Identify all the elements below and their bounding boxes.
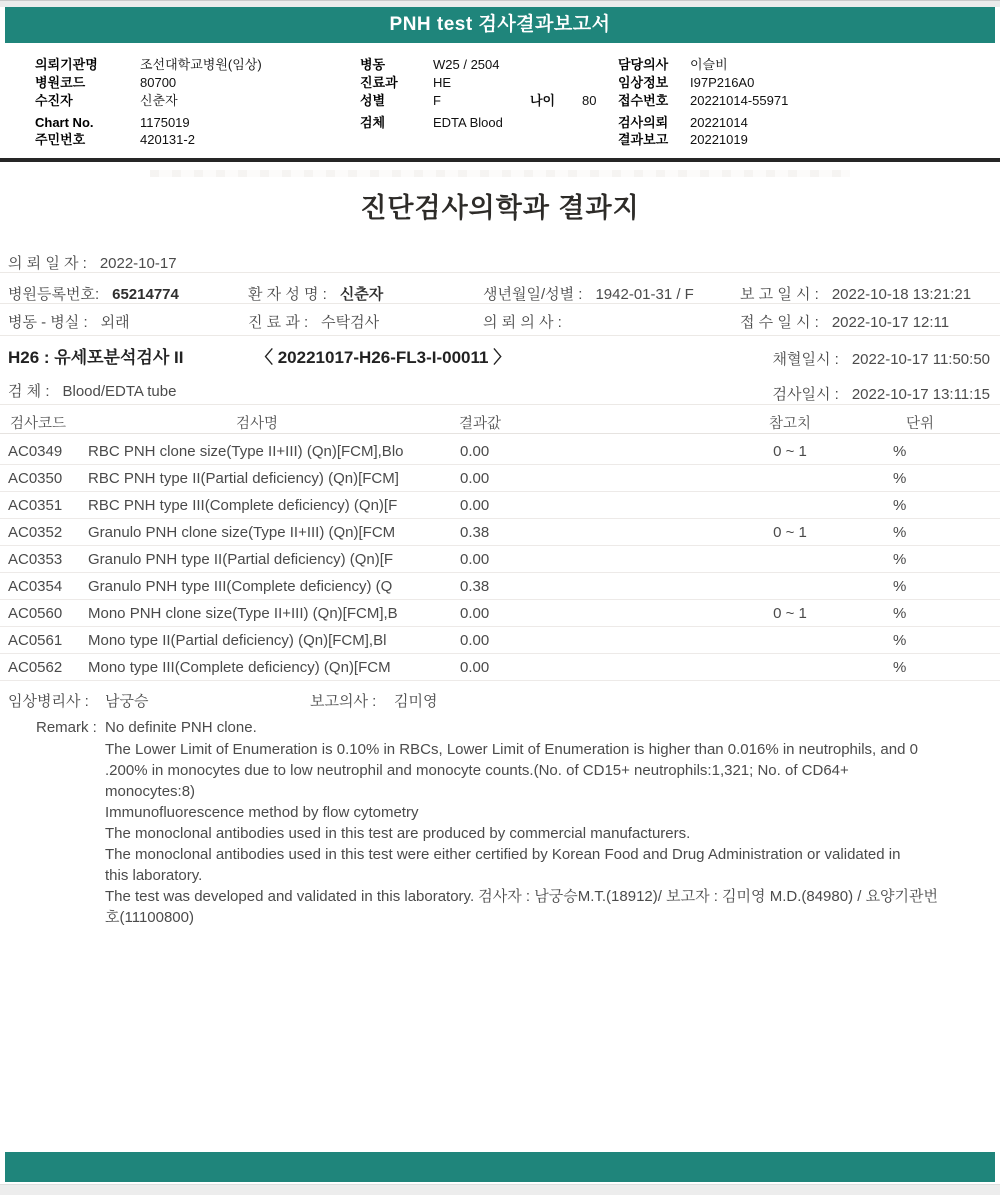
- collection-time-row: [773, 348, 990, 369]
- footer-bar: [5, 1152, 995, 1182]
- birth-sex-row: [483, 283, 694, 304]
- test-code: AC0350: [8, 470, 63, 487]
- test-time-row: [773, 383, 990, 404]
- document-title: 진단검사의학과 결과지: [360, 193, 640, 223]
- field-label: 채혈일시 :: [772, 351, 839, 368]
- unit: %: [893, 470, 907, 487]
- test-name: RBC PNH type II(Partial deficiency) (Qn)[FCM]: [88, 470, 399, 487]
- unit: %: [893, 524, 907, 541]
- col-header-result: 결과값: [459, 416, 502, 432]
- technologist-label: 임상병리사 :: [8, 693, 89, 710]
- unit: %: [893, 578, 907, 595]
- field-value: 20221014: [690, 115, 748, 130]
- field-hospital-code: [35, 75, 176, 91]
- field-label: 생년월일/성별 :: [483, 286, 583, 303]
- field-value: W25 / 2504: [433, 57, 500, 72]
- table-row: [0, 438, 1000, 465]
- section-divider-rule: [0, 158, 1000, 162]
- table-row: [0, 465, 1000, 492]
- field-value: 신춘자: [339, 286, 384, 303]
- remark-line: .200% in monocytes due to low neutrophil and monocyte counts.(No. of CD15+ neutrophils:1,321; No. of CD64+: [105, 762, 849, 779]
- divider: [0, 272, 1000, 273]
- field-label: 병동: [360, 57, 386, 72]
- window-bottom-strip: [0, 1184, 1000, 1195]
- request-date-row: [8, 252, 177, 273]
- field-result-date: [618, 132, 748, 148]
- field-value: 외래: [100, 314, 130, 331]
- field-value: 2022-10-17 12:11: [831, 314, 950, 331]
- divider: [0, 335, 1000, 336]
- result-value: 0.38: [460, 524, 490, 541]
- result-value: 0.38: [460, 578, 490, 595]
- table-row: [0, 492, 1000, 519]
- divider: [0, 404, 1000, 405]
- clinic-dept-row: [248, 311, 379, 332]
- field-accession-no: [618, 93, 788, 109]
- test-code: AC0349: [8, 443, 63, 460]
- table-row: [0, 519, 1000, 546]
- field-value: HE: [433, 75, 452, 90]
- report-time-row: [740, 283, 971, 304]
- test-code: AC0354: [8, 578, 63, 595]
- unit: %: [893, 443, 907, 460]
- field-label: 접 수 일 시 :: [740, 314, 819, 331]
- field-label: 담당의사: [618, 57, 669, 72]
- test-name: RBC PNH type III(Complete deficiency) (Qn)[F: [88, 497, 398, 514]
- field-value: 20221014-55971: [690, 93, 789, 108]
- table-row: [0, 573, 1000, 600]
- result-value: 0.00: [460, 632, 490, 649]
- unit: %: [893, 497, 907, 514]
- field-value: I97P216A0: [690, 75, 755, 90]
- result-value: 0.00: [460, 470, 490, 487]
- field-value: 65214774: [112, 286, 179, 303]
- field-label: 수진자: [35, 93, 73, 108]
- field-label: 병동 - 병실 :: [8, 314, 88, 331]
- field-value: 이슬비: [690, 57, 728, 72]
- field-label: 나이: [530, 93, 556, 108]
- field-label: 검체: [360, 115, 386, 130]
- remark-line: The monoclonal antibodies used in this test were either certified by Korean Food and Drug Administration or validated in: [105, 846, 901, 863]
- field-label: 병원코드: [35, 75, 86, 90]
- remark-line: The Lower Limit of Enumeration is 0.10% in RBCs, Lower Limit of Enumeration is higher than 0.016% in neutrophils, and 0: [105, 741, 918, 758]
- remark-label: Remark :: [36, 719, 97, 736]
- field-value: 2022-10-18 13:21:21: [831, 286, 972, 303]
- technologist-name: 남궁승: [105, 693, 149, 710]
- result-value: 0.00: [460, 659, 490, 676]
- result-value: 0.00: [460, 605, 490, 622]
- field-value: 80700: [140, 75, 177, 90]
- test-name: Granulo PNH clone size(Type II+III) (Qn)[FCM: [88, 524, 396, 541]
- requesting-doctor-row: [483, 311, 575, 332]
- field-resident-no: [35, 132, 195, 148]
- field-value: 수탁검사: [321, 314, 380, 331]
- field-label: 검사의뢰: [618, 115, 669, 130]
- window-top-strip: [0, 0, 1000, 7]
- table-row: [0, 546, 1000, 573]
- field-label: 의 뢰 의 사 :: [483, 314, 562, 331]
- field-label: 진 료 과 :: [248, 314, 309, 331]
- field-label: 주민번호: [35, 132, 86, 147]
- result-value: 0.00: [460, 497, 490, 514]
- unit: %: [893, 659, 907, 676]
- test-code: AC0353: [8, 551, 63, 568]
- test-code: AC0351: [8, 497, 63, 514]
- field-value: 1942-01-31 / F: [595, 286, 694, 303]
- specimen-row: [8, 380, 176, 401]
- reporting-doctor-label: 보고의사 :: [310, 693, 377, 710]
- test-accession-number: 〈 20221017-H26-FL3-I-00011 〉: [256, 348, 511, 367]
- reference-range: 0 ~ 1: [773, 524, 807, 541]
- field-patient-name: [35, 93, 178, 109]
- scan-artifact: [150, 170, 850, 177]
- field-value: EDTA Blood: [433, 115, 503, 130]
- field-department: [360, 75, 451, 91]
- test-code: AC0352: [8, 524, 63, 541]
- result-value: 0.00: [460, 443, 490, 460]
- field-referring-org: [35, 57, 262, 73]
- test-name: Granulo PNH type II(Partial deficiency) (Qn)[F: [88, 551, 394, 568]
- field-label: 검 체 :: [8, 383, 50, 400]
- field-value: 신춘자: [140, 93, 178, 108]
- field-label: 임상정보: [618, 75, 669, 90]
- table-row: [0, 600, 1000, 627]
- report-title-bar: [5, 7, 995, 43]
- field-label: 진료과: [360, 75, 398, 90]
- report-title-text: PNH test 검사결과보고서: [389, 14, 611, 35]
- test-code: AC0561: [8, 632, 63, 649]
- test-name: Granulo PNH type III(Complete deficiency) (Q: [88, 578, 393, 595]
- test-name: Mono PNH clone size(Type II+III) (Qn)[FCM],B: [88, 605, 398, 622]
- field-label: 보 고 일 시 :: [740, 286, 819, 303]
- field-clinical-info: [618, 75, 754, 91]
- field-label: 의 뢰 일 자 :: [8, 255, 87, 272]
- receipt-time-row: [740, 311, 949, 332]
- field-specimen: [360, 115, 503, 131]
- field-ward: [360, 57, 500, 73]
- remark-line: The test was developed and validated in this laboratory. 검사자 : 남궁승M.T.(18912)/ 보고자 : 김미영 M.D.(84980) / 요양기관번: [105, 888, 939, 905]
- unit: %: [893, 551, 907, 568]
- table-row: [0, 627, 1000, 654]
- field-label: 성별: [360, 93, 386, 108]
- patient-name-row: [248, 283, 383, 304]
- field-label: 환 자 성 명 :: [248, 286, 327, 303]
- field-label: 접수번호: [618, 93, 669, 108]
- hospital-reg-no: [8, 283, 179, 304]
- divider: [0, 303, 1000, 304]
- remark-line: monocytes:8): [105, 783, 196, 800]
- test-section-title: H26 : 유세포분석검사 II: [8, 348, 184, 367]
- remark-line: The monoclonal antibodies used in this test are produced by commercial manufacturers.: [105, 825, 691, 842]
- field-value: 조선대학교병원(임상): [140, 57, 262, 72]
- field-value: 2022-10-17 13:11:15: [851, 386, 990, 403]
- reporting-doctor-name: 김미영: [394, 693, 438, 710]
- test-name: Mono type II(Partial deficiency) (Qn)[FCM],Bl: [88, 632, 387, 649]
- col-header-unit: 단위: [906, 416, 935, 432]
- ward-room-row: [8, 311, 130, 332]
- remark-summary: No definite PNH clone.: [105, 719, 257, 736]
- remark-line: Immunofluorescence method by flow cytometry: [105, 804, 419, 821]
- test-code: AC0562: [8, 659, 63, 676]
- field-label: 병원등록번호:: [8, 286, 100, 303]
- field-chart-no: [35, 115, 190, 131]
- test-name: RBC PNH clone size(Type II+III) (Qn)[FCM],Blo: [88, 443, 404, 460]
- field-attending-doctor: [618, 57, 728, 73]
- field-value: 2022-10-17: [99, 255, 177, 272]
- field-value: 20221019: [690, 132, 748, 147]
- field-label: 검사일시 :: [772, 386, 839, 403]
- reference-range: 0 ~ 1: [773, 605, 807, 622]
- unit: %: [893, 632, 907, 649]
- remark-line: this laboratory.: [105, 867, 203, 884]
- field-label: 의뢰기관명: [35, 57, 98, 72]
- field-value: 80: [582, 93, 597, 108]
- field-sex-age: [360, 93, 596, 109]
- field-value: 1175019: [140, 115, 190, 130]
- field-request-date: [618, 115, 748, 131]
- remark-line: 호(11100800): [105, 909, 194, 926]
- col-header-test-code: 검사코드: [10, 416, 67, 432]
- remark-body: [105, 739, 987, 928]
- reference-range: 0 ~ 1: [773, 443, 807, 460]
- table-row: [0, 654, 1000, 681]
- field-label: 결과보고: [618, 132, 669, 147]
- test-code: AC0560: [8, 605, 63, 622]
- col-header-test-name: 검사명: [236, 416, 279, 432]
- divider: [0, 433, 1000, 434]
- field-value: 2022-10-17 11:50:50: [851, 351, 990, 368]
- unit: %: [893, 605, 907, 622]
- result-value: 0.00: [460, 551, 490, 568]
- field-label: Chart No.: [35, 115, 94, 130]
- test-name: Mono type III(Complete deficiency) (Qn)[FCM: [88, 659, 391, 676]
- col-header-reference: 참고치: [769, 416, 812, 432]
- field-value: 420131-2: [140, 132, 195, 147]
- field-value: F: [433, 93, 441, 108]
- field-value: Blood/EDTA tube: [62, 383, 177, 400]
